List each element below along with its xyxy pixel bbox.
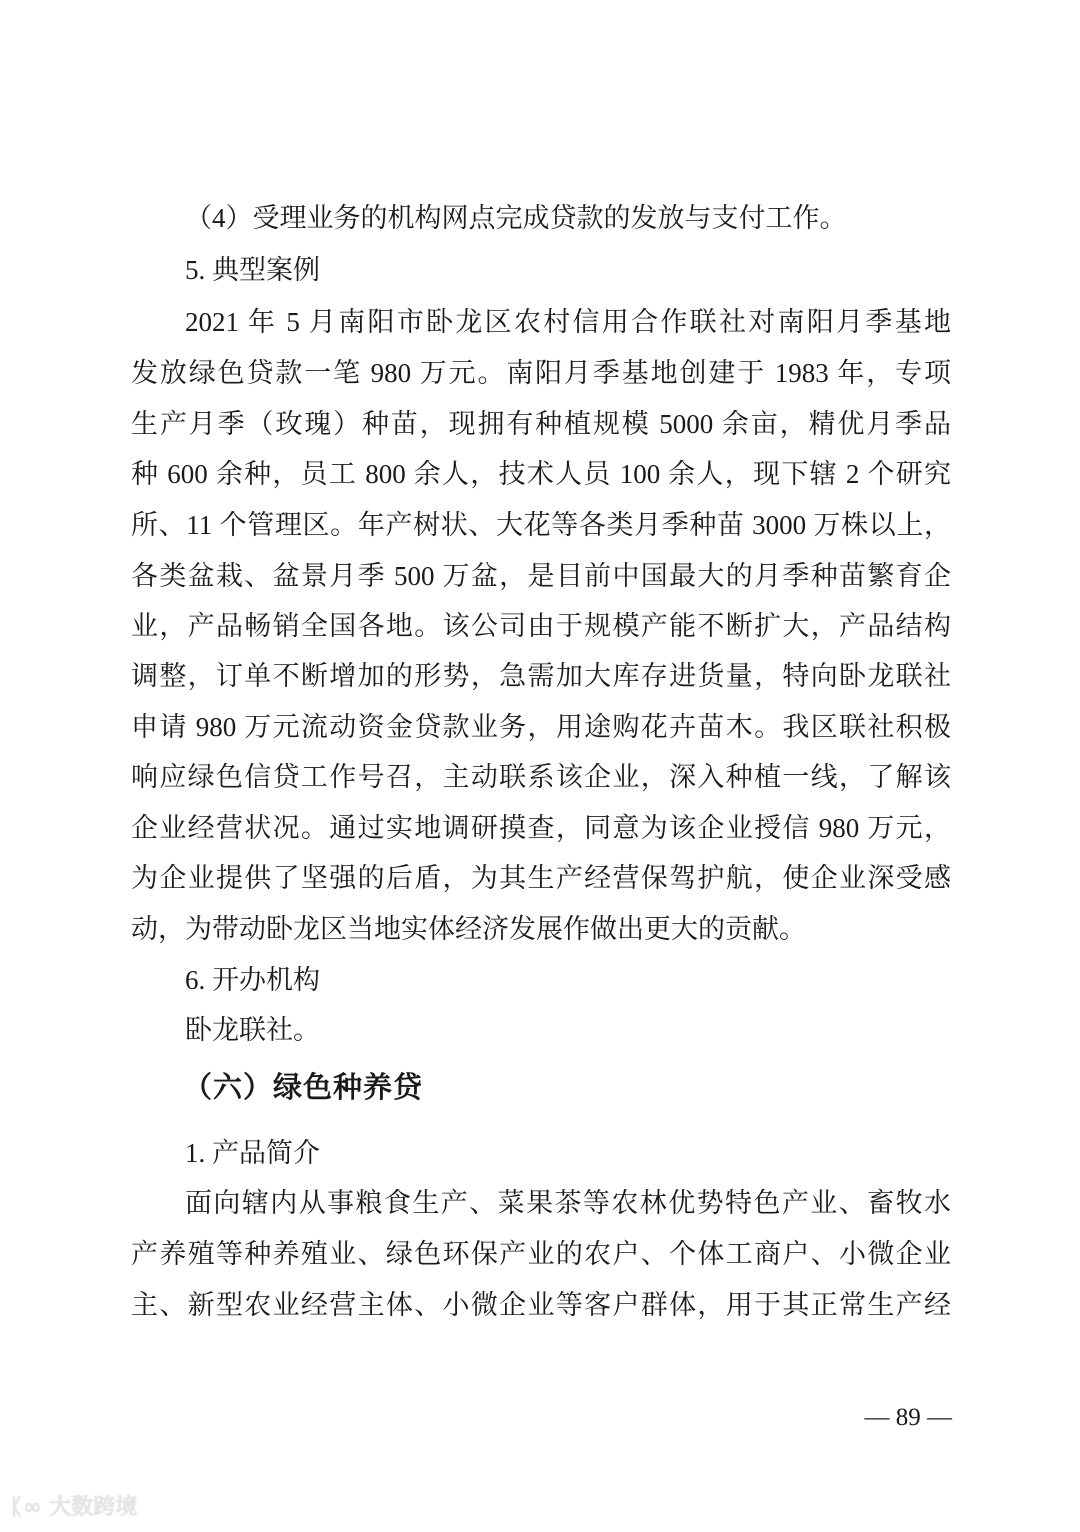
- paragraph-line: 动，为带动卧龙区当地实体经济发展作做出更大的贡献。: [131, 914, 806, 944]
- paragraph-line: 2021 年 5 月南阳市卧龙区农村信用合作联社对南阳月季基地: [185, 307, 951, 337]
- paragraph-line: 发放绿色贷款一笔 980 万元。南阳月季基地创建于 1983 年，专项: [131, 358, 951, 388]
- watermark-text: 大数跨境: [49, 1495, 138, 1520]
- paragraph-line: 为企业提供了坚强的后盾，为其生产经营保驾护航，使企业深受感: [131, 863, 951, 893]
- section-heading: （六）绿色种养贷: [183, 1072, 424, 1104]
- section-subheading: 1. 产品简介: [185, 1138, 320, 1168]
- paragraph-line: 申请 980 万元流动资金贷款业务，用途购花卉苗木。我区联社积极: [131, 712, 951, 742]
- paragraph-line: 所、11 个管理区。年产树状、大花等各类月季种苗 3000 万株以上，: [131, 510, 951, 540]
- section-subheading: 5. 典型案例: [185, 255, 320, 285]
- paragraph-line: 产养殖等种养殖业、绿色环保产业的农户、个体工商户、小微企业: [131, 1239, 951, 1269]
- paragraph-line: （4）受理业务的机构网点完成贷款的发放与支付工作。: [185, 203, 847, 233]
- page-number: — 89 —: [864, 1404, 952, 1431]
- paragraph-line: 调整，订单不断增加的形势，急需加大库存进货量，特向卧龙联社: [131, 661, 951, 691]
- paragraph-line: 业，产品畅销全国各地。该公司由于规模产能不断扩大，产品结构: [131, 611, 951, 641]
- paragraph-line: 卧龙联社。: [185, 1015, 320, 1045]
- paragraph-line: 响应绿色信贷工作号召，主动联系该企业，深入种植一线，了解该: [131, 762, 951, 792]
- watermark-glyph-icon: ᛕ∞: [10, 1495, 50, 1520]
- paragraph-line: 主、新型农业经营主体、小微企业等客户群体，用于其正常生产经: [131, 1290, 951, 1320]
- paragraph-line: 种 600 余种，员工 800 余人，技术人员 100 余人，现下辖 2 个研究: [131, 459, 951, 489]
- paragraph-line: 面向辖内从事粮食生产、菜果茶等农林优势特色产业、畜牧水: [185, 1188, 951, 1218]
- watermark-logo: [10, 1490, 137, 1521]
- paragraph-line: 企业经营状况。通过实地调研摸查，同意为该企业授信 980 万元，: [131, 813, 951, 843]
- paragraph-line: 各类盆栽、盆景月季 500 万盆，是目前中国最大的月季种苗繁育企: [131, 561, 951, 591]
- section-subheading: 6. 开办机构: [185, 965, 320, 995]
- paragraph-line: 生产月季（玫瑰）种苗，现拥有种植规模 5000 余亩，精优月季品: [131, 409, 951, 439]
